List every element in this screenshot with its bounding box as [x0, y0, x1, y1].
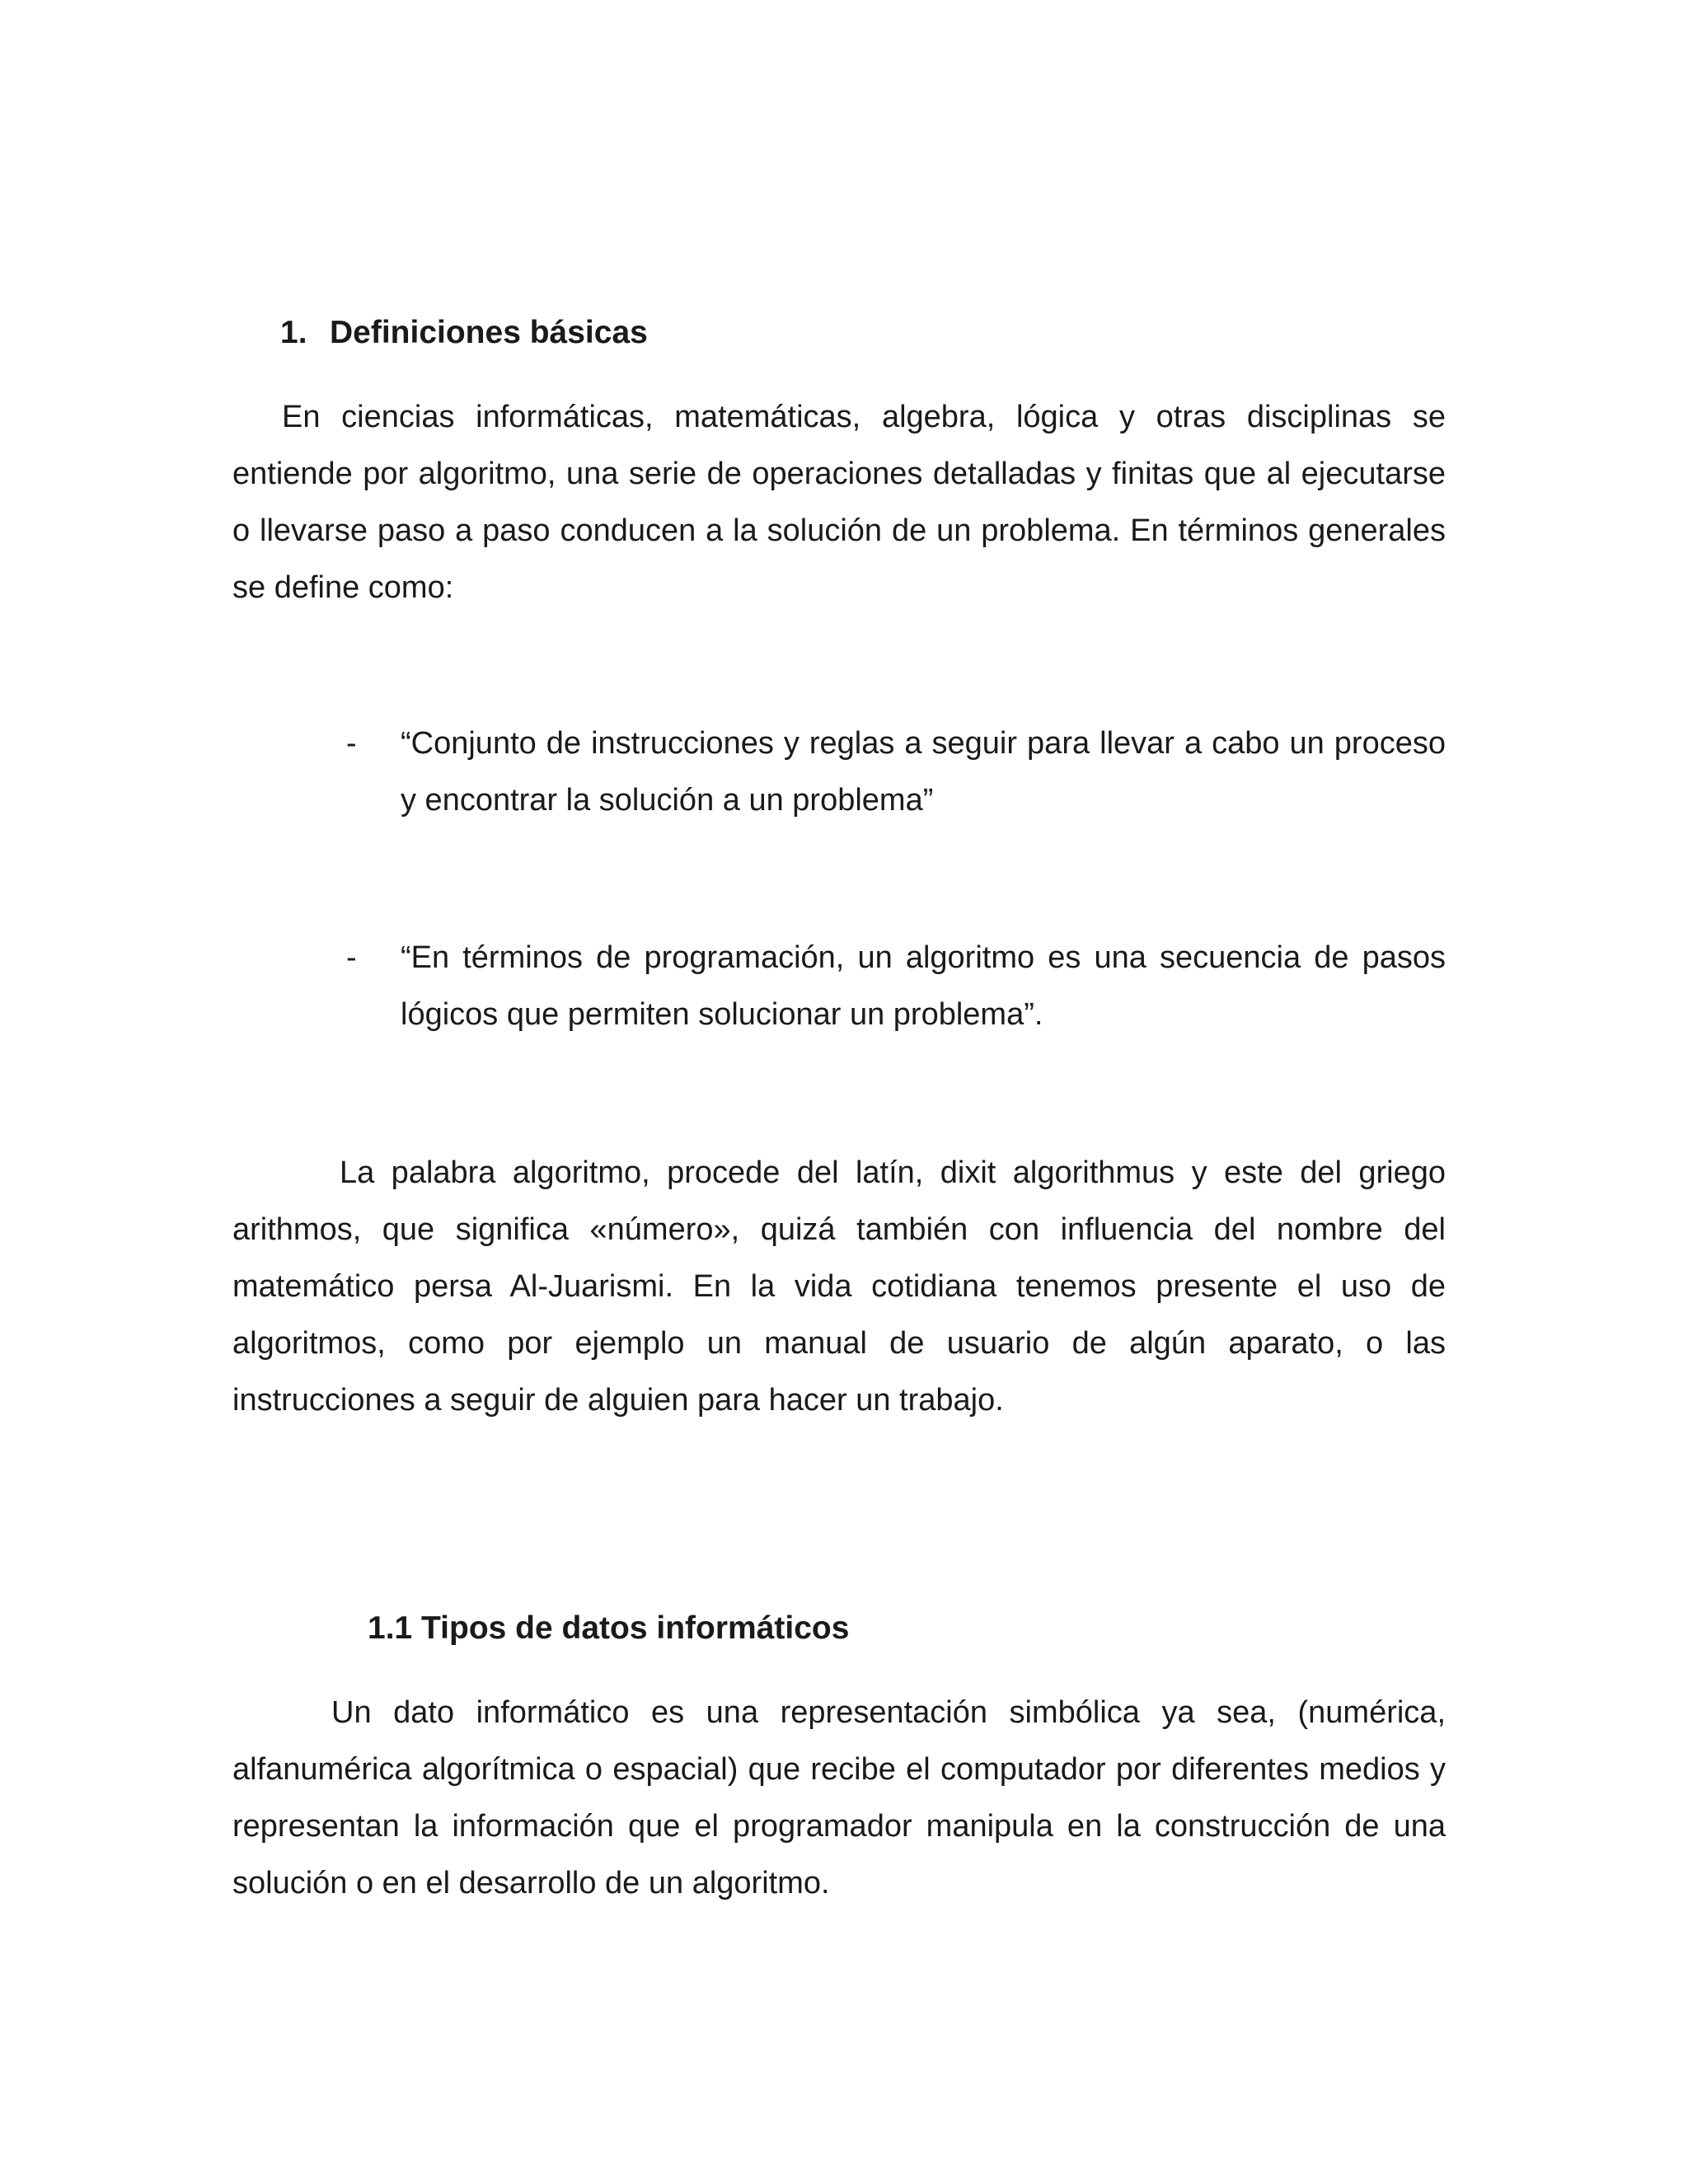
definition-bullet — [346, 930, 1446, 1043]
bullet-marker: - — [346, 726, 357, 761]
etymology-paragraph: La palabra algoritmo, procede del latín, dixit algorithmus y este del griego arithmos, que significa «número», quizá también con influencia del nombre del matemático persa Al-Juarismi. En la vida cotidiana tenemos presente el uso de algoritmos, como por ejemplo un manual de usuario de algún aparato, o las instrucciones a seguir de alguien para hacer un trabajo. — [232, 1155, 1446, 1418]
section-number: 1. — [280, 315, 307, 350]
section-title: Definiciones básicas — [330, 315, 648, 350]
intro-paragraph: En ciencias informáticas, matemáticas, algebra, lógica y otras disciplinas se entiende por algoritmo, una serie de operaciones detalladas y finitas que al ejecutarse o llevarse paso a paso conducen a la solución de un problema. En términos generales se define como: — [232, 400, 1446, 605]
bullet-text: “Conjunto de instrucciones y reglas a seguir para llevar a cabo un proceso y encontrar la solución a un problema” — [401, 726, 1446, 818]
subsection-heading: 1.1 Tipos de datos informáticos — [368, 1610, 850, 1646]
section-heading — [280, 313, 648, 353]
data-types-paragraph: Un dato informático es una representación simbólica ya sea, (numérica, alfanumérica algorítmica o espacial) que recibe el computador por diferentes medios y representan la información que el programador manipula en la construcción de una solución o en el desarrollo de un algoritmo. — [232, 1695, 1446, 1900]
bullet-text: “En términos de programación, un algoritmo es una secuencia de pasos lógicos que permiten solucionar un problema”. — [401, 940, 1446, 1032]
bullet-marker: - — [346, 940, 357, 975]
definition-bullet — [346, 715, 1446, 829]
